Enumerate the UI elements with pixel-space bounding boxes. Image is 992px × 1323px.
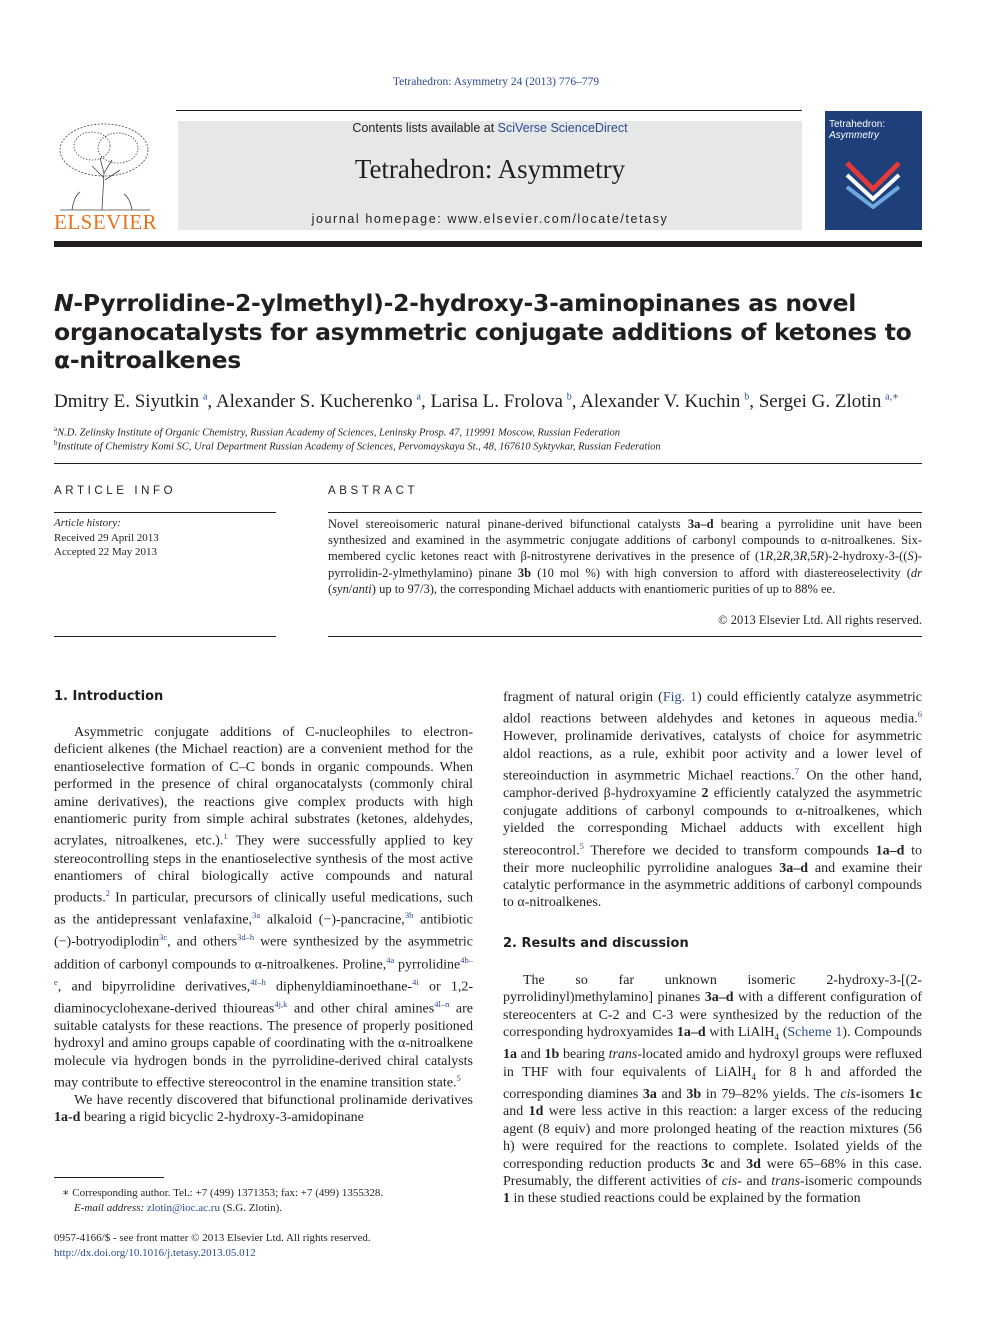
article-info-bottom-rule [54,636,276,637]
affiliation-b: $^b$Institute of Chemistry Komi SC, Ural Department Russian Academy of Sciences, Pervomayskaya St., 48, 167610 Syktyvkar, Russian Federation [54,439,661,453]
results-body: The so far unknown isomeric 2-hydroxy-3-[(2-pyrrolidinyl)methylamino] pinanes 3a–d with a different configuration of stereocenters at C-2 and C-3 were synthesized by the reduction of the corresponding hydroxyamides 1a–d with LiAlH$_4$ (Scheme 1). Compounds 1a and 1b bearing trans-located amido and hydroxyl groups were refluxed in THF with four equivalents of LiAlH$_4$ for 8 h and afforded the corresponding diamines 3a and 3b in 79–82% yields. The cis-isomers 1c and 1d were less active in this reaction: a larger excess of the reducing agent (8 equiv) and more prolonged heating of the reaction mixtures (56 h) were required for the reactions to complete. Isolated yields of the corresponding reduction products 3c and 3d were 65–68% in this case. Presumably, the different activities of cis- and trans-isomeric compounds 1 in these studied reactions could be explained by the formation [503,973,922,1207]
affiliation-a: $^a$N.D. Zelinsky Institute of Organic Chemistry, Russian Academy of Sciences, Leninsky Prosp. 47, 119991 Moscow, Russian Federation [54,425,621,439]
sciencedirect-link[interactable]: SciVerse ScienceDirect [497,121,628,135]
article-title: N-Pyrrolidine-2-ylmethyl)-2-hydroxy-3-aminopinanes as novel organocatalysts for asymmetric conjugate additions of ketones to α-nitroalkenes [54,289,912,374]
author-list: Dmitry E. Siyutkin $^a$, Alexander S. Kucherenko $^a$, Larisa L. Frolova $^b$, Alexander V. Kuchin $^b$, Sergei G. Zlotin $^{a,∗}$ [54,391,899,412]
abstract-bottom-rule [328,636,922,637]
copyright-notice: © 2013 Elsevier Ltd. All rights reserved. [718,613,922,627]
author[interactable]: Larisa L. Frolova [430,391,563,412]
affiliation-rule [54,463,922,464]
author[interactable]: Alexander V. Kuchin [580,391,741,412]
article-history: Article history: Received 29 April 2013 Accepted 22 May 2013 [54,517,159,558]
publication-info: 0957-4166/$ - see front matter © 2013 Elsevier Ltd. All rights reserved. http://dx.doi.org/10.1016/j.tetasy.2013.05.012 [54,1231,494,1260]
journal-homepage: journal homepage: www.elsevier.com/locate/tetasy [311,212,669,226]
abstract-text: Novel stereoisomeric natural pinane-derived bifunctional catalysts 3a–d bearing a pyrrolidine unit have been synthesized and examined in the asymmetric conjugate additions of carbonyl compounds to α-nitroalkenes. Six-membered cyclic ketones react with β-nitrostyrene derivatives in the presence of (1R,2R,3R,5R)-2-hydroxy-3-((S)-pyrrolidin-2-ylmethylamino) pinane 3b (10 mol %) with high conversion to afford with diastereoselectivity (dr (syn/anti) up to 97/3), the corresponding Michael adducts with enantiomeric purities of up to 88% ee. [328,517,923,596]
author[interactable]: Dmitry E. Siyutkin [54,391,200,412]
journal-citation[interactable]: Tetrahedron: Asymmetry 24 (2013) 776–779 [392,76,600,88]
abstract-heading: ABSTRACT [328,485,419,497]
article-info-rule [54,512,276,513]
cover-title: Tetrahedron: Asymmetry [829,119,886,141]
contents-line: Contents lists available at SciVerse ScienceDirect [352,121,628,135]
abstract-rule [328,512,922,513]
footnotes: ∗ Corresponding author. Tel.: +7 (499) 1371353; fax: +7 (499) 1355328. E-mail address: zlotin@ioc.ac.ru (S.G. Zlotin). [62,1187,384,1214]
author-email-link[interactable]: zlotin@ioc.ac.ru [146,1201,220,1214]
author[interactable]: Sergei G. Zlotin [758,391,882,412]
section-heading-introduction: 1. Introduction [54,689,164,704]
introduction-body-continued: fragment of natural origin (Fig. 1) could efficiently catalyze asymmetric aldol reactions between aldehydes and ketones in aqueous media.$^6$ However, prolinamide derivatives, catalysts of choice for asymmetric aldol reactions, as a rule, exhibit poor activity and a lower level of stereoinduction in asymmetric Michael reactions.$^7$ On the other hand, camphor-derived β-hydroxyamine 2 efficiently catalyzed the asymmetric conjugate additions of carbonyl compounds to α-nitroalkenes, which yielded the corresponding Michael adducts with excellent high stereocontrol.$^5$ Therefore we decided to transform compounds 1a–d to their more nucleophilic pyrrolidine analogues 3a–d and examine their catalytic performance in the asymmetric additions of carbonyl compounds to α-nitroalkenes. [503,690,923,911]
author[interactable]: Alexander S. Kucherenko [215,391,413,412]
journal-title: Tetrahedron: Asymmetry [354,154,626,184]
homepage-link[interactable]: www.elsevier.com/locate/tetasy [447,212,669,226]
article-info-heading: ARTICLE INFO [54,485,177,497]
introduction-body: Asymmetric conjugate additions of C-nucleophiles to electron-deficient alkenes (the Michael reaction) are a convenient method for the enantioselective formation of C–C bonds in organic compounds. When performed in the presence of chiral organocatalysts (commonly chiral amine derivatives), the reactions give complex products with high enantiomeric purity from simple achiral substrates (ketones, aldehydes, acrylates, nitroalkenes, etc.).$^1$ They were successfully applied to key stereocontrolling steps in the enantioselective synthesis of the most active enantiomers of chiral biologically active compounds and natural products.$^2$ In particular, precursors of clinically useful medications, such as the antidepressant venlafaxine,$^{3a}$ alkaloid (−)-pancracine,$^{3b}$ antibiotic (−)-botryodiplodin$^{3c}$, and others$^{3d-h}$ were synthesized by the asymmetric addition of carbonyl compounds to α-nitroalkenes. Proline,$^{4a}$ pyrrolidine$^{4b-e}$, and bipyrrolidine derivatives,$^{4f-h}$ diphenyldiaminoethane-$^{4i}$ or 1,2-diaminocyclohexane-derived thioureas$^{4j,k}$ and other chiral amines$^{4l-n}$ are suitable catalysts for these reactions. The presence of properly positioned hydroxyl and amino groups capable of coordinating with the α-nitroalkene molecule via hydrogen bonds in the pyrrolidine-derived chiral catalysts may contribute to effective stereocontrol in the enamine transition state.$^5$ We have recently discovered that bifunctional prolinamide derivatives 1a-d bearing a rigid bicyclic 2-hydroxy-3-amidopinane [54,725,473,1126]
section-heading-results: 2. Results and discussion [503,936,689,951]
masthead-rule [54,241,922,247]
footnote-rule [54,1177,164,1178]
doi-link[interactable]: http://dx.doi.org/10.1016/j.tetasy.2013.05.012 [54,1246,256,1259]
journal-cover-thumbnail[interactable] [825,111,922,230]
cover-graphic-icon [845,159,901,209]
elsevier-wordmark: ELSEVIER [54,210,158,234]
header-rule [176,110,802,111]
